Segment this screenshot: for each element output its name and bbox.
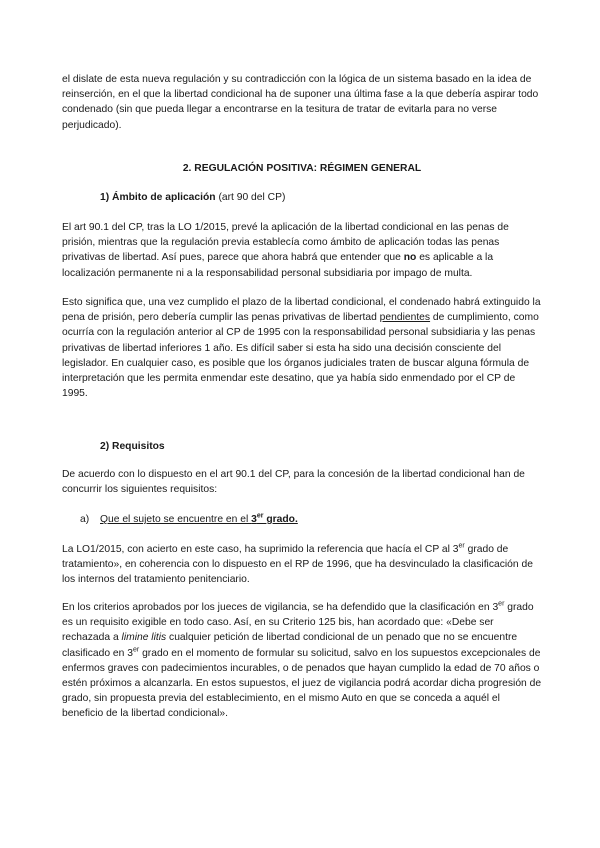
requirement-item-a — [62, 512, 560, 527]
paragraph-criterios-sup2: er — [132, 646, 140, 654]
paragraph-lo2015-text-a: La LO1/2015, con acierto en este caso, ha suprimido la referencia que hacía el CP al 3 — [62, 544, 459, 555]
paragraph-criterios-text-c: cualquier petición de libertad condicional de un penado que no se encuentre clasificado en 3 — [62, 632, 518, 659]
paragraph-criterios-text-d: grado en el momento de formular su solicitud, salvo en los supuestos excepcionales de enfermos graves con padecimientos incurables, o de penados que hayan cumplido la edad de 70 años o estén próximos a alcanzarla. En estos supuestos, el juez de vigilancia podrá acordar dicha progresión de grado, sin propuesta previa del establecimiento, en el mismo Auto en que se conceda a aquél el beneficio de la libertad condicional». — [62, 647, 542, 720]
requirement-item-a-tail: grado. — [263, 514, 298, 525]
paragraph-significado-text-b: de cumplimiento, como ocurría con la regulación anterior al CP de 1995 con la responsabilidad personal subsidiaria y las penas privativas de libertad inferiores 1 año. Es difícil saber si esta ha sido una decisión consciente del legislador. En cualquier caso, es posible que los órganos judiciales traten de buscar alguna fórmula de interpretación que les permita enmendar este desatino, que ya había sido enmendado por el CP de 1995. — [62, 312, 539, 400]
paragraph-ambito — [62, 220, 542, 281]
requirement-item-a-sup: er — [256, 512, 264, 520]
subsection-requisitos: 2) Requisitos — [100, 441, 165, 452]
paragraph-lo2015 — [62, 542, 542, 588]
paragraph-criterios-italic: limine litis — [121, 632, 167, 644]
requirement-item-a-text-main: Que el sujeto se encuentre en el — [100, 514, 252, 525]
paragraph-ambito-text-a: El art 90.1 del CP, tras la LO 1/2015, prevé la aplicación de la libertad condicional en las penas de prisión, mientras que la regulación previa establecía como ámbito de aplicación todas las penas privativas de libertad. Así pues, parece que ahora habrá que entender que — [62, 222, 509, 264]
subsection-ambito-ref: (art 90 del CP) — [215, 192, 286, 203]
paragraph-significado — [62, 295, 542, 401]
paragraph-criterios-sup1: er — [498, 600, 505, 608]
paragraph-criterios — [62, 600, 542, 722]
requirement-item-a-num — [251, 514, 298, 525]
section-title: 2. REGULACIÓN POSITIVA: RÉGIMEN GENERAL — [182, 163, 422, 174]
paragraph-significado-underline: pendientes — [379, 312, 431, 324]
paragraph-criterios-text-a: En los criterios aprobados por los jueces de vigilancia, se ha defendido que la clasificación en 3 — [62, 602, 499, 613]
subsection-ambito — [62, 190, 580, 205]
paragraph-significado-text-a: Esto significa que, una vez cumplido el plazo de la libertad condicional, el condenado habrá extinguido la pena de prisión, pero debería cumplir las penas privativas de libertad — [62, 297, 541, 324]
requirement-item-a-text — [100, 514, 298, 525]
paragraph-criterios-text-b: grado es un requisito exigible en todo caso. Así, en su Criterio 125 bis, han acordado que: «Debe ser rechazada a — [62, 602, 534, 644]
paragraph-ambito-bold: no — [403, 252, 417, 264]
paragraph-intro: el dislate de esta nueva regulación y su contradicción con la lógica de un sistema basado en la idea de reinserción, en el que la libertad condicional ha de suponer una última fase a la que debería aspirar todo condenado (sin que pueda llegar a encontrarse en la tesitura de tratar de evitarla para no verse perjudicado). — [62, 74, 539, 131]
subsection-ambito-title: 1) Ámbito de aplicación — [100, 192, 216, 203]
requirement-item-a-num-value: 3 — [251, 514, 257, 525]
paragraph-requisitos: De acuerdo con lo dispuesto en el art 90.1 del CP, para la concesión de la libertad condicional han de concurrir los siguientes requisitos: — [62, 469, 525, 496]
paragraph-ambito-text-b: es aplicable a la localización permanente ni a la responsabilidad personal subsidiaria por impago de multa. — [62, 252, 494, 279]
paragraph-lo2015-sup: er — [458, 542, 465, 550]
paragraph-lo2015-text-b: grado de tratamiento», en coherencia con lo dispuesto en el RP de 1996, que ha desvinculado la clasificación de los internos del tratamiento penitenciario. — [62, 544, 533, 586]
requirement-item-a-label: a) — [80, 514, 90, 525]
